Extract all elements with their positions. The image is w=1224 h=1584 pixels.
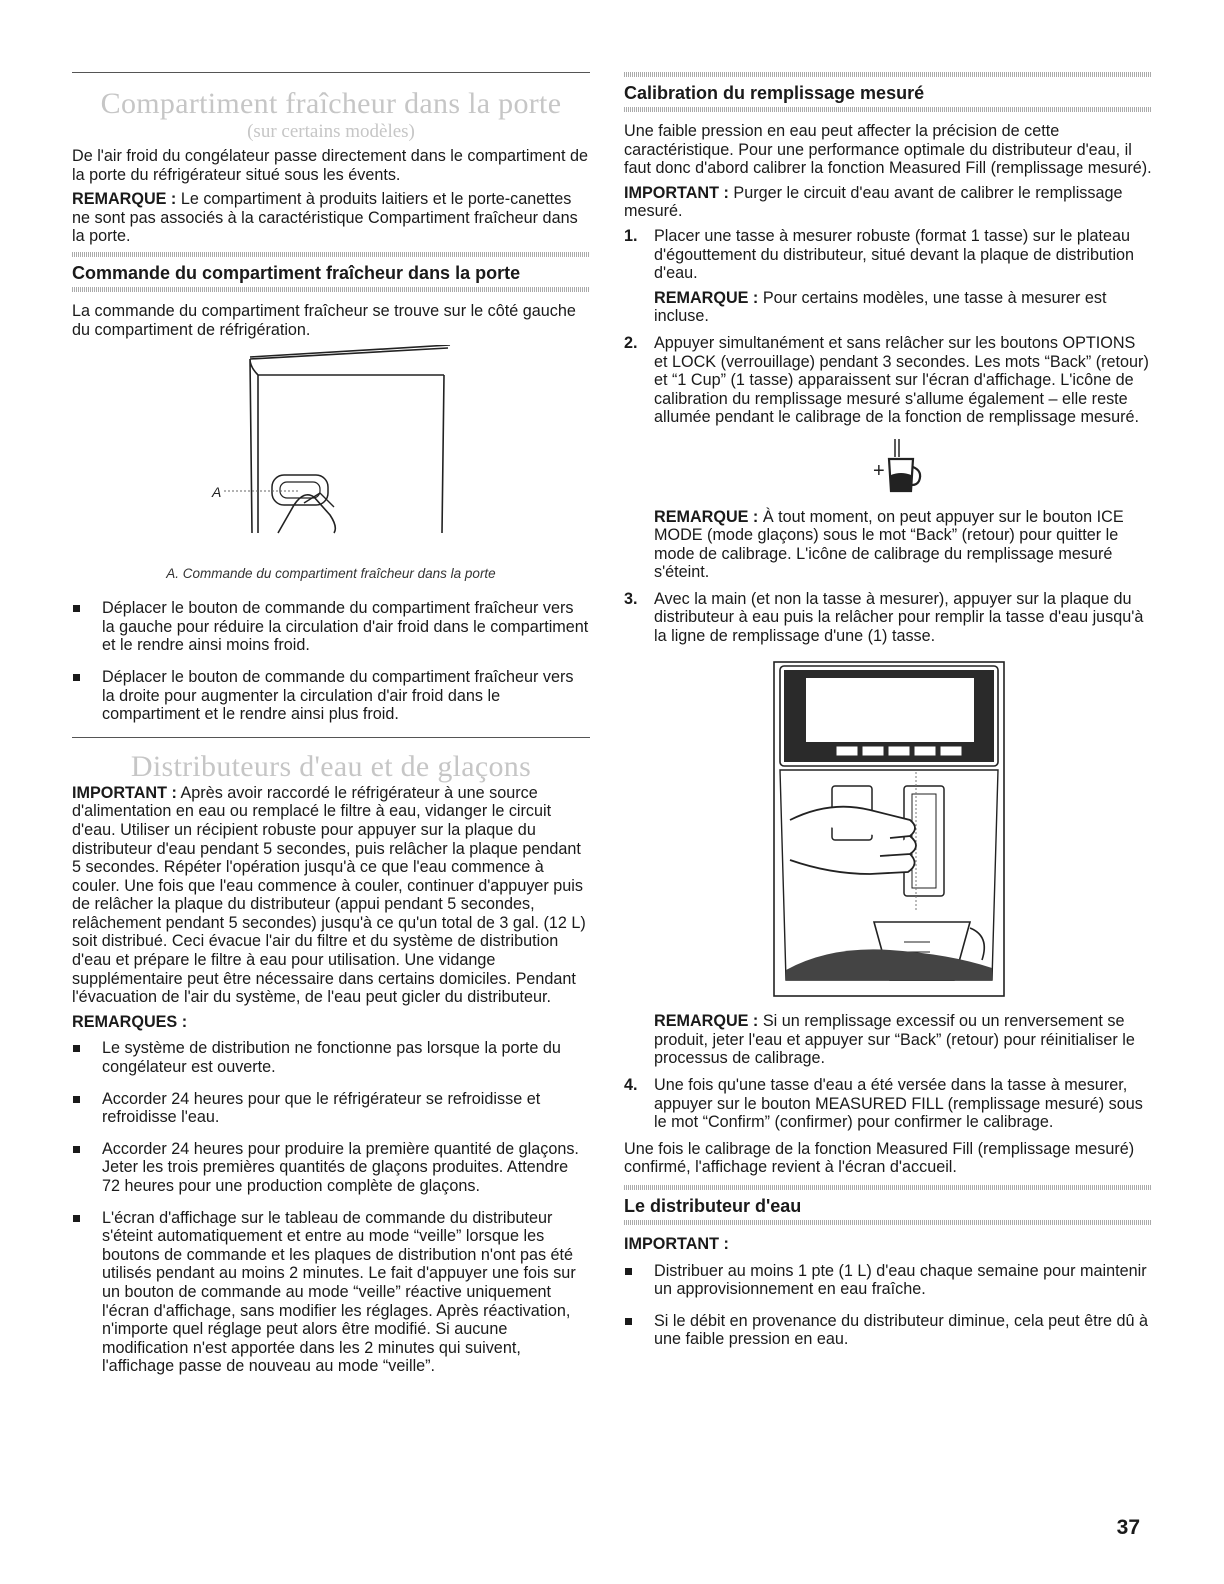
- list-item: Accorder 24 heures pour que le réfrigérateur se refroidisse et refroidisse l'eau.: [72, 1090, 590, 1127]
- note-text: Le compartiment à produits laitiers et le porte-canettes ne sont pas associés à la caractéristique Compartiment fraîcheur dans la porte.: [72, 190, 578, 246]
- control-text: La commande du compartiment fraîcheur se trouve sur le côté gauche du compartiment de réfrigération.: [72, 301, 576, 339]
- hatch-divider: [72, 287, 590, 292]
- figure-label-a: A: [212, 484, 222, 501]
- remarques-list: [72, 1039, 590, 1376]
- important-label: IMPORTANT :: [624, 183, 729, 202]
- list-item: Distribuer au moins 1 pte (1 L) d'eau chaque semaine pour maintenir un approvisionnement en eau fraîche.: [624, 1262, 1152, 1299]
- important-text: Purger le circuit d'eau avant de calibrer le remplissage mesuré.: [624, 183, 1123, 221]
- step-text: Une fois qu'une tasse d'eau a été versée dans la tasse à mesurer, appuyer sur le bouton MEASURED FILL (remplissage mesuré) sous le mot “Confirm” (confirmer) pour confirmer le calibrage.: [654, 1076, 1143, 1132]
- step-4: [624, 1076, 1152, 1132]
- dispenser-heading: Le distributeur d'eau: [624, 1196, 802, 1216]
- step-number: 1.: [624, 226, 638, 245]
- list-item: Si le débit en provenance du distributeur diminue, cela peut être dû à une faible pression en eau.: [624, 1312, 1152, 1349]
- important-text: Après avoir raccordé le réfrigérateur à une source d'alimentation en eau ou remplacé le filtre à eau, vidanger le circuit d'eau. Utiliser un récipient robuste pour appuyer sur la plaque du distributeur d'eau pendant 5 secondes, puis relâcher la plaque pendant 5 secondes. Répéter l'opération jusqu'à ce que l'eau commence à couler. Une fois que l'eau commence à couler, continuer d'appuyer puis de relâcher la plaque du distributeur (appui pendant 5 secondes, relâchement pendant 5 secondes) jusqu'à ce qu'un total de 3 gal. (12 L) soit distribué. Ceci évacue l'air du filtre et du système de distribution d'eau et prépare le filtre à eau pour utilisation. Une vidange supplémentaire peut être nécessaire dans certains domiciles. Pendant l'évacuation de l'air du système, de l'eau peut gicler du distributeur.: [72, 783, 586, 1007]
- calibration-intro: Une faible pression en eau peut affecter la précision de cette caractéristique. Pour une performance optimale du distributeur d'eau, il faut donc d'abord calibrer la fonction Measured Fill (remplissage mesuré).: [624, 122, 1152, 178]
- section-title-dispensers: Distributeurs d'eau et de glaçons: [130, 749, 532, 783]
- step-note: [654, 1012, 1152, 1068]
- step-1: [624, 227, 1152, 326]
- important-label: IMPORTANT :: [624, 1235, 729, 1253]
- step-number: 3.: [624, 589, 638, 608]
- list-item: Le système de distribution ne fonctionne pas lorsque la porte du congélateur est ouverte.: [72, 1039, 590, 1076]
- section-title-door-compartment: Compartiment fraîcheur dans la porte: [100, 87, 562, 120]
- note-text: À tout moment, on peut appuyer sur le bouton ICE MODE (mode glaçons) sous le mot “Back” (retour) pour quitter le mode de calibrage. L'icône de calibrage du remplissage mesuré s'éteint.: [654, 507, 1124, 582]
- calibration-icon-wrap: [654, 435, 1152, 502]
- calibration-outro: Une fois le calibrage de la fonction Measured Fill (remplissage mesuré) confirmé, l'affichage revient à l'écran d'accueil.: [624, 1139, 1135, 1177]
- left-column: [72, 72, 590, 1389]
- dispenser-bullet-list: [624, 1262, 1152, 1349]
- intro-paragraph: De l'air froid du congélateur passe directement dans le compartiment de la porte du réfrigérateur situé sous les évents.: [72, 147, 588, 184]
- step-2: [624, 334, 1152, 582]
- calibration-steps: [624, 227, 1152, 1132]
- remarques-label: REMARQUES :: [72, 1012, 188, 1031]
- note-label: REMARQUE :: [654, 288, 759, 307]
- note-label: REMARQUE :: [654, 507, 759, 526]
- note-label: REMARQUE :: [72, 190, 177, 209]
- list-item: Déplacer le bouton de commande du compartiment fraîcheur vers la droite pour augmenter la circulation d'air froid dans le compartiment et le rendre ainsi plus froid.: [72, 668, 590, 724]
- step-number: 4.: [624, 1076, 638, 1095]
- right-column: [624, 72, 1152, 1362]
- control-bullet-list: [72, 599, 590, 724]
- list-item: Déplacer le bouton de commande du compartiment fraîcheur vers la gauche pour réduire la circulation d'air froid dans le compartiment et le rendre ainsi moins froid.: [72, 599, 590, 655]
- dispenser-illustration: [770, 660, 1008, 998]
- step-note: [654, 508, 1152, 582]
- figure-caption: A. Commande du compartiment fraîcheur dans la porte: [166, 566, 496, 582]
- svg-text:+: +: [873, 459, 885, 482]
- step-text: Avec la main (et non la tasse à mesurer), appuyer sur la plaque du distributeur à eau puis la relâcher pour remplir la tasse d'eau jusqu'à la ligne de remplissage d'une (1) tasse.: [654, 589, 1144, 646]
- calibration-heading: Calibration du remplissage mesuré: [624, 83, 925, 103]
- list-item: L'écran d'affichage sur le tableau de commande du distributeur s'éteint automatiquement et entre au mode “veille” lorsque les boutons de commande et les plaques de distribution n'ont pas été utilisés pendant au moins 2 minutes. Le fait d'appuyer une fois sur un bouton de commande au mode “veille” réactive uniquement l'écran d'affichage, sans modifier les réglages. Après réactivation, n'importe quel réglage peut alors être modifié. Si aucune modification n'est apportée dans les 2 minutes qui suivent, l'affichage passe de nouveau au mode “veille”.: [72, 1209, 590, 1376]
- hatch-divider: [624, 107, 1152, 112]
- step-text: Placer une tasse à mesurer robuste (format 1 tasse) sur le plateau d'égouttement du distributeur, situé devant la plaque de distribution d'eau.: [654, 226, 1135, 283]
- note-text: Pour certains modèles, une tasse à mesurer est incluse.: [654, 288, 1107, 326]
- step-note: [654, 289, 1152, 326]
- step-text: Appuyer simultanément et sans relâcher sur les boutons OPTIONS et LOCK (verrouillage) pendant 3 secondes. Les mots “Back” (retour) et “1 Cup” (1 tasse) apparaissent sur l'écran d'affichage. L'icône de calibration du remplissage mesuré s'allume également – elle reste allumée pendant le calibrage de la fonction de remplissage mesuré.: [654, 333, 1149, 427]
- dispenser-illustration-wrap: [770, 660, 1152, 1003]
- note-paragraph: [72, 190, 590, 246]
- door-control-illustration: [72, 345, 590, 559]
- step-3: [624, 590, 1152, 1068]
- hatch-divider: [624, 1220, 1152, 1225]
- important-paragraph: [72, 784, 590, 1007]
- measured-fill-calibration-icon: [873, 435, 933, 497]
- top-rule: [72, 72, 590, 73]
- section-subtitle: (sur certains modèles): [247, 121, 415, 142]
- calibration-important: [624, 184, 1152, 221]
- control-heading: Commande du compartiment fraîcheur dans la porte: [72, 262, 521, 283]
- page-number: 37: [1116, 1516, 1140, 1539]
- important-label: IMPORTANT :: [72, 783, 177, 802]
- step-number: 2.: [624, 333, 638, 352]
- note-label: REMARQUE :: [654, 1012, 759, 1031]
- list-item: Accorder 24 heures pour produire la première quantité de glaçons. Jeter les trois premières quantités de glaçons produites. Attendre 72 heures pour une production complète de glaçons.: [72, 1140, 590, 1196]
- section-rule: [72, 737, 590, 738]
- note-text: Si un remplissage excessif ou un renversement se produit, jeter l'eau et appuyer sur “Back” (retour) pour réinitialiser le processus de calibrage.: [654, 1012, 1135, 1068]
